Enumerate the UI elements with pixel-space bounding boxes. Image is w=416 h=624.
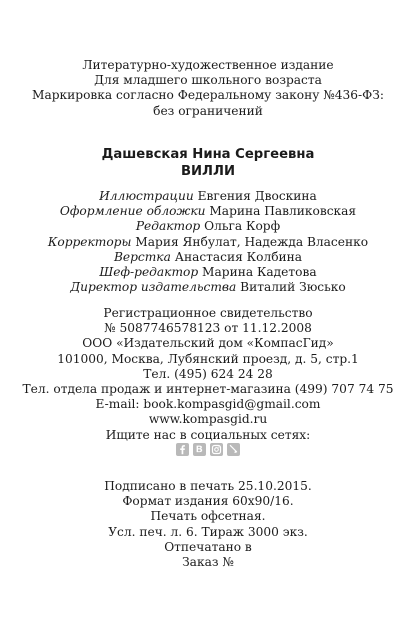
credit-role: Оформление обложки [59,204,206,219]
credit-name: Марина Павликовская [209,204,357,219]
credit-role: Иллюстрации [99,189,194,203]
print-line: Отпечатано в [164,539,252,554]
publisher-line: Тел. отдела продаж и интернет-магазина (499) 707 74 75 [22,382,394,397]
credit-line [0,219,416,234]
credit-line [0,189,416,204]
credit-name: Марина Кадетова [202,265,317,280]
credit-line [0,250,416,265]
credit-name: Ольга Корф [204,219,281,234]
intro-block [0,58,416,119]
print-line: Усл. печ. л. 6. Тираж 3000 экз. [108,524,308,539]
credit-line [0,204,416,219]
print-line: Формат издания 60х90/16. [122,494,294,509]
credit-role: Редактор [135,219,201,234]
social-prompt: Ищите нас в социальных сетях: [105,427,311,442]
credit-role: Корректоры [47,234,132,249]
print-line: Печать офсетная. [150,509,266,524]
intro-line: без ограничений [153,103,263,118]
credit-role: Директор издательства [70,280,237,295]
credit-name: Евгения Двоскина [197,189,317,203]
credit-role: Шеф-редактор [99,265,199,280]
print-line: Подписано в печать 25.10.2015. [104,479,312,493]
credit-name: Виталий Зюсько [240,280,346,295]
social-icons-row [0,443,416,456]
publisher-line: Регистрационное свидетельство [103,306,313,320]
vkontakte-icon [193,443,206,456]
title-block [0,146,416,180]
publisher-website[interactable]: www.kompasgid.ru [148,412,268,427]
publisher-block [0,306,416,443]
credit-name: Анастасия Колбина [174,249,303,264]
publisher-line: Тел. (495) 624 24 28 [143,366,273,381]
intro-line: Маркировка согласно Федеральному закону №436-ФЗ: [31,88,384,103]
intro-line: Для младшего школьного возраста [94,73,322,88]
publisher-email[interactable]: E-mail: book.kompasgid@gmail.com [95,397,321,412]
credit-name: Мария Янбулат, Надежда Власенко [135,234,369,249]
instagram-icon [210,443,223,456]
credit-line [0,265,416,280]
intro-line: Литературно-художественное издание [82,58,334,72]
credits-block [0,189,416,295]
author-name: Дашевская Нина Сергеевна [101,147,315,162]
publisher-line: 101000, Москва, Лубянский проезд, д. 5, стр.1 [57,351,359,366]
print-info-block [0,479,416,570]
facebook-icon [176,443,189,456]
livejournal-icon [227,443,240,456]
credit-line [0,235,416,250]
credit-line [0,280,416,295]
publisher-line: ООО «Издательский дом «КомпасГид» [82,336,334,351]
publisher-line: № 5087746578123 от 11.12.2008 [104,321,312,336]
book-title: ВИЛЛИ [180,164,236,179]
print-line: Заказ № [182,555,234,570]
credit-role: Верстка [113,249,171,264]
